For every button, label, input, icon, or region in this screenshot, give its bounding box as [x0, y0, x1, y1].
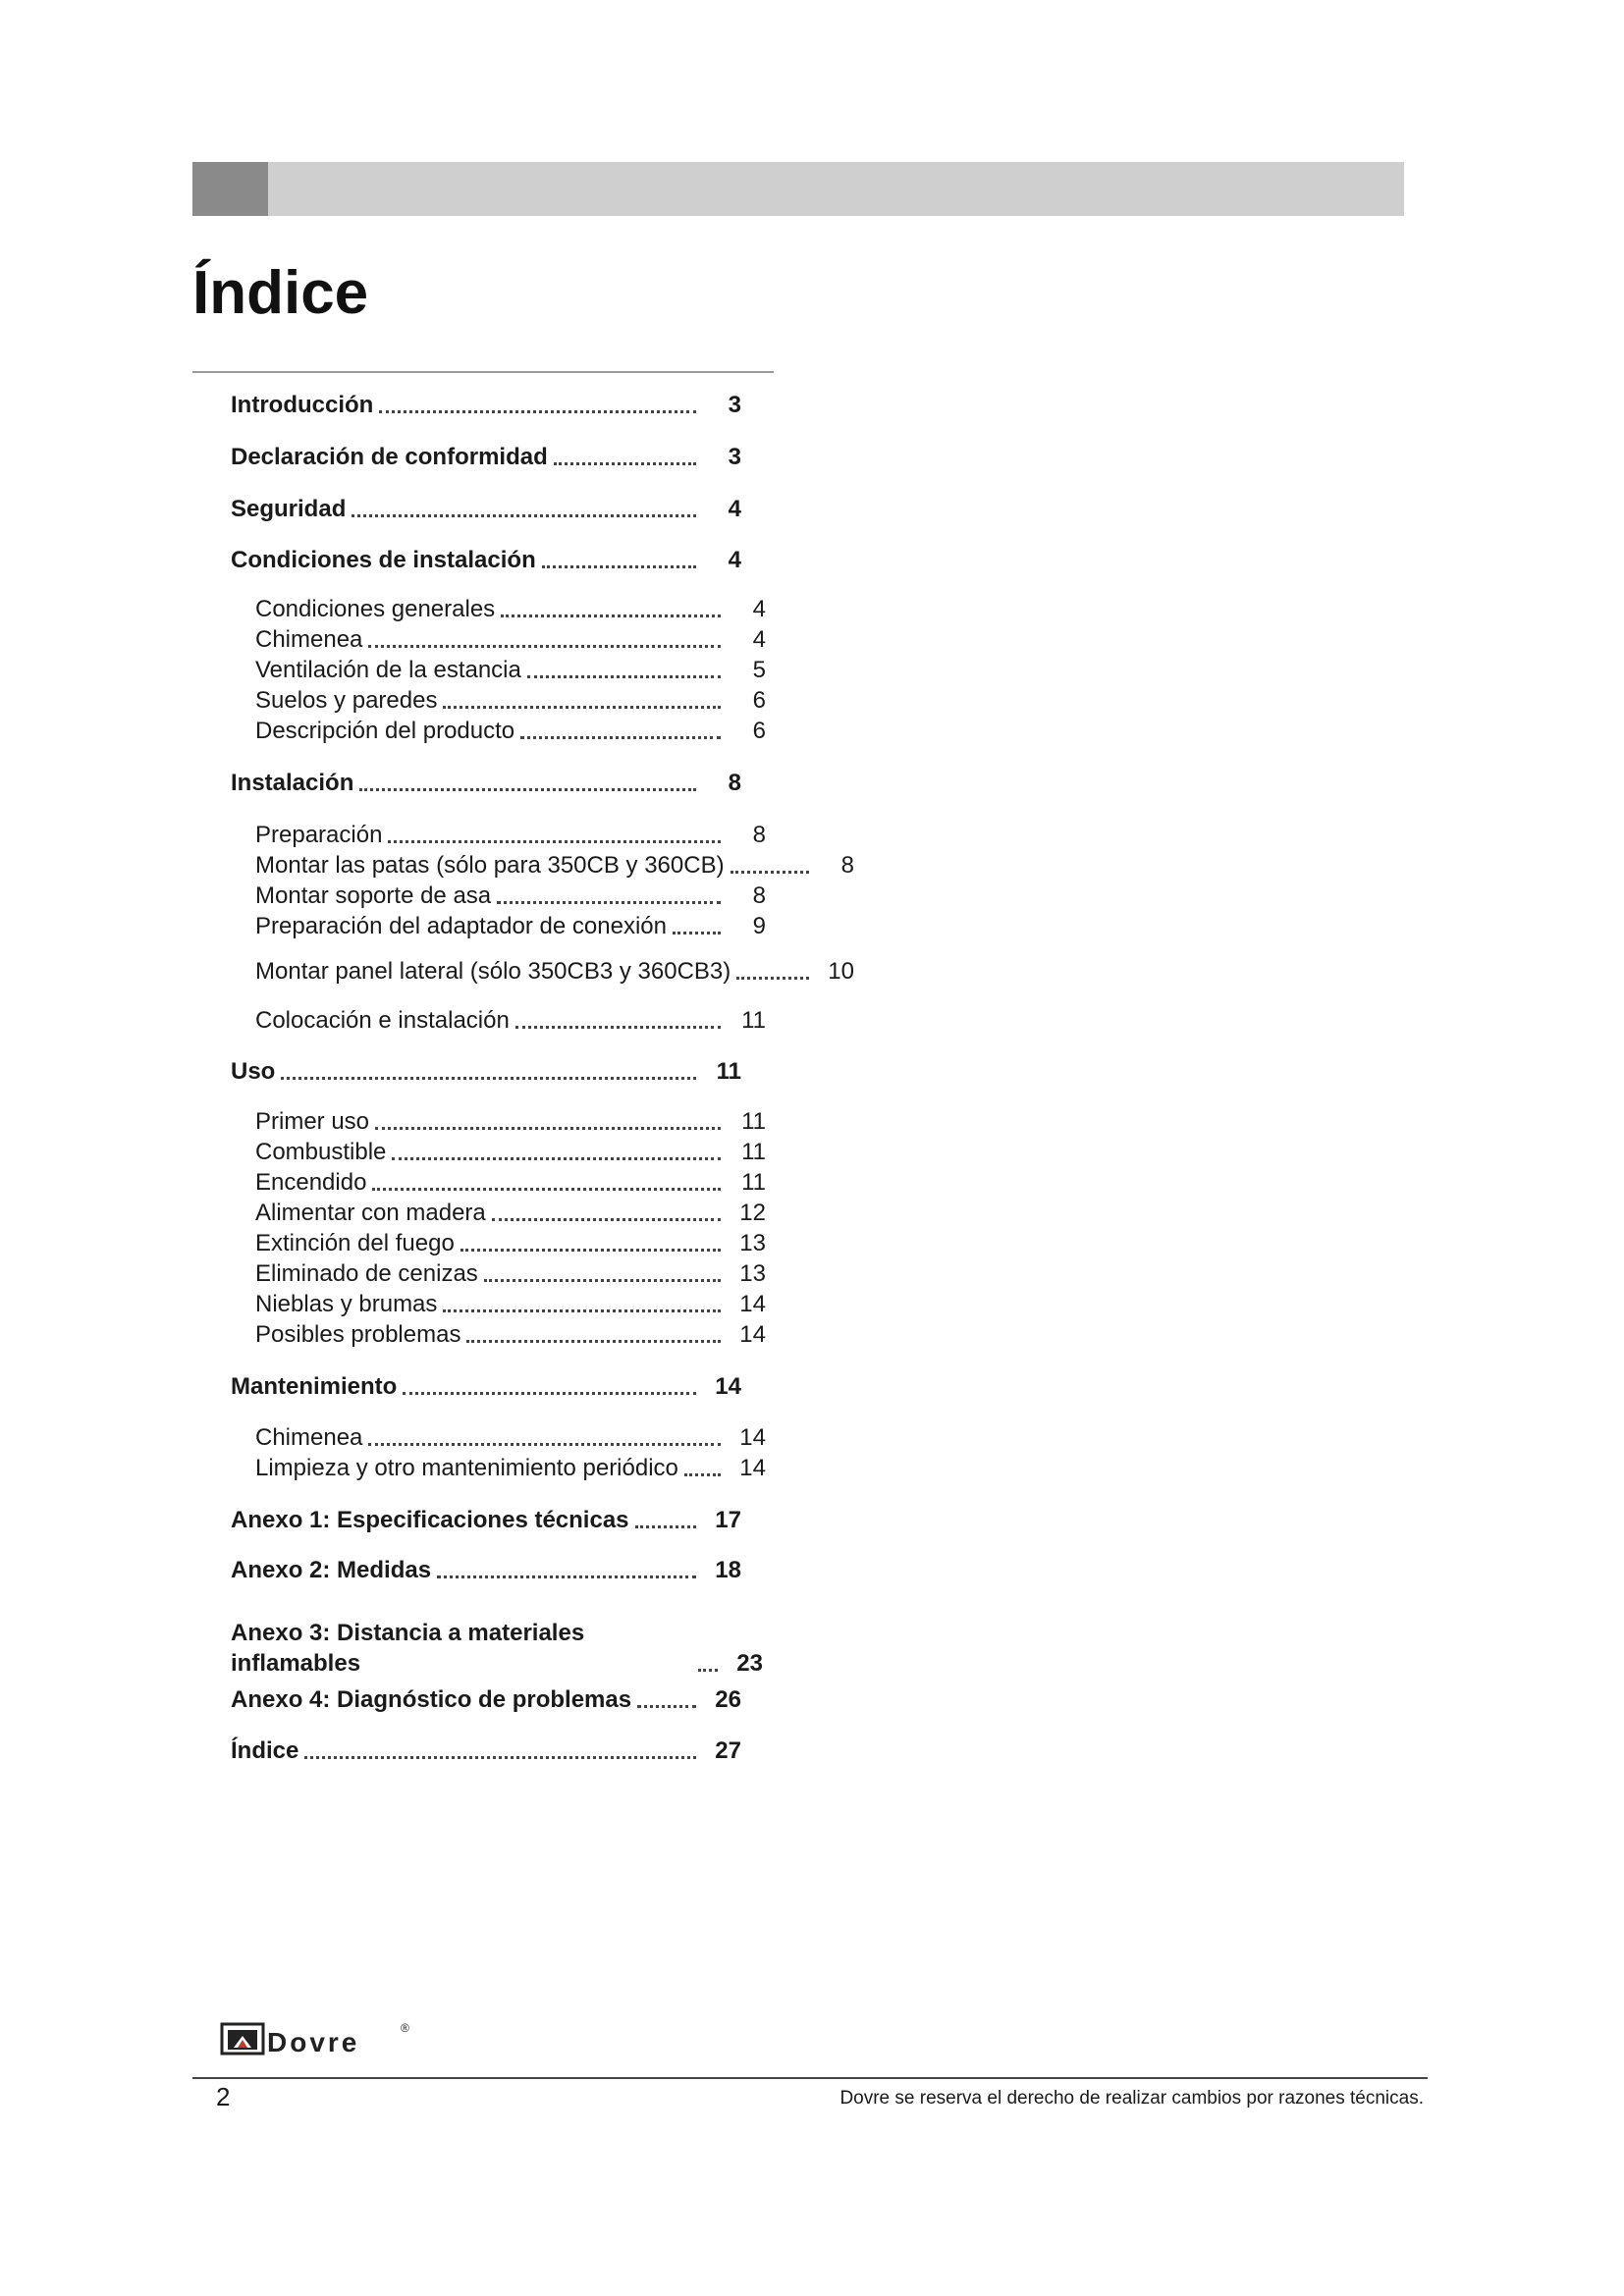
toc-leader-dots: [368, 1443, 721, 1446]
toc-entry-page: 8: [840, 852, 854, 879]
toc-entry-title: Eliminado de cenizas: [255, 1260, 478, 1287]
toc-entry: [255, 1107, 766, 1137]
toc-leader-dots: [673, 932, 721, 934]
toc-entry-page: 8: [752, 882, 766, 909]
toc-entry-title: Anexo 4: Diagnóstico de problemas: [231, 1686, 632, 1713]
dovre-logo: [220, 2018, 416, 2057]
toc-entry-page: 4: [752, 596, 766, 622]
toc-entry-title: Preparación del adaptador de conexión: [255, 913, 667, 939]
toc-entry: [255, 881, 766, 911]
toc-entry-page: 23: [736, 1650, 763, 1677]
toc-entry-title: Alimentar con madera: [255, 1200, 486, 1226]
toc-entry-page: 4: [752, 626, 766, 653]
toc-entry: [255, 625, 766, 655]
toc-leader-dots: [460, 1249, 721, 1252]
toc-entry-title: Montar las patas (sólo para 350CB y 360CB): [255, 852, 725, 879]
toc-entry-page: 11: [741, 1169, 766, 1196]
toc-entry-page: 14: [739, 1291, 766, 1317]
toc-entry-title: Anexo 1: Especificaciones técnicas: [231, 1507, 629, 1533]
toc-entry: [255, 1290, 766, 1319]
toc-entry-page: 14: [739, 1424, 766, 1451]
toc-entry: [231, 1618, 763, 1679]
toc-leader-dots: [388, 840, 721, 843]
toc-entry-title: Colocación e instalación: [255, 1007, 510, 1034]
toc-leader-dots: [635, 1525, 696, 1528]
toc-entry: [255, 1229, 766, 1258]
toc-entry: [255, 1320, 766, 1350]
toc-entry-page: 11: [741, 1139, 766, 1165]
toc-entry-title: Ventilación de la estancia: [255, 657, 521, 683]
toc-entry-title: Uso: [231, 1058, 276, 1085]
toc-entry-title: Condiciones generales: [255, 596, 496, 622]
toc-entry-title: Descripción del producto: [255, 718, 515, 744]
toc-leader-dots: [443, 706, 721, 709]
toc-leader-dots: [492, 1218, 721, 1221]
toc-leader-dots: [359, 788, 696, 791]
toc-entry-title: Posibles problemas: [255, 1321, 461, 1348]
toc-entry-title: Montar panel lateral (sólo 350CB3 y 360CB3): [255, 958, 731, 985]
toc-entry-title: Condiciones de instalación: [231, 547, 536, 573]
toc-entry: [255, 1423, 766, 1453]
toc-entry: [231, 443, 741, 472]
toc-entry-title: Montar soporte de asa: [255, 882, 492, 909]
toc-leader-dots: [484, 1279, 721, 1282]
toc-entry-page: 4: [728, 496, 741, 522]
toc-leader-dots: [372, 1188, 721, 1191]
toc-leader-dots: [520, 736, 721, 739]
toc-leader-dots: [527, 675, 721, 678]
toc-entry-title: Introducción: [231, 392, 374, 418]
toc-entry-title: Extinción del fuego: [255, 1230, 455, 1256]
toc-leader-dots: [437, 1575, 696, 1578]
toc-leader-dots: [304, 1756, 696, 1759]
toc-entry-title: Anexo 2: Medidas: [231, 1557, 432, 1583]
toc-entry-title: Declaración de conformidad: [231, 444, 548, 470]
toc-entry-page: 13: [739, 1260, 766, 1287]
toc-entry-page: 14: [715, 1373, 741, 1400]
toc-leader-dots: [368, 645, 721, 648]
toc-entry-page: 6: [752, 687, 766, 714]
toc-entry: [255, 957, 854, 987]
toc-entry: [255, 717, 766, 746]
toc-entry: [231, 391, 741, 420]
page-number: 2: [216, 2082, 231, 2111]
toc-entry-title: Seguridad: [231, 496, 347, 522]
toc-entry-title: Mantenimiento: [231, 1373, 398, 1400]
toc-entry: [231, 495, 741, 524]
toc-entry: [255, 1168, 766, 1198]
toc-entry: [255, 686, 766, 716]
toc-entry-title: Suelos y paredes: [255, 687, 438, 714]
toc-entry: [255, 851, 854, 881]
toc-leader-dots: [403, 1392, 696, 1395]
toc-entry: [231, 546, 741, 575]
toc-leader-dots: [501, 614, 721, 617]
toc-entry-page: 11: [741, 1007, 766, 1034]
toc-entry-page: 27: [715, 1737, 741, 1764]
page-title: Índice: [192, 259, 369, 327]
toc-entry-page: 26: [715, 1686, 741, 1713]
toc-entry: [231, 1057, 741, 1087]
toc-entry-page: 17: [715, 1507, 741, 1533]
toc-entry: [255, 595, 766, 624]
toc-entry-title: Anexo 3: Distancia a materiales inflamables: [231, 1620, 585, 1677]
toc-entry-page: 14: [739, 1455, 766, 1481]
toc-entry: [231, 1372, 741, 1402]
toc-entry-title: Limpieza y otro mantenimiento periódico: [255, 1455, 678, 1481]
toc-leader-dots: [684, 1473, 721, 1476]
toc-entry: [255, 821, 766, 850]
footer-note: Dovre se reserva el derecho de realizar cambios por razones técnicas.: [839, 2088, 1424, 2109]
toc-entry-page: 3: [728, 444, 741, 470]
toc-leader-dots: [698, 1669, 718, 1672]
toc-entry-page: 6: [752, 718, 766, 744]
toc-entry-page: 9: [752, 913, 766, 939]
toc-entry: [231, 1506, 741, 1535]
toc-entry: [231, 1685, 741, 1715]
logo-wordmark: Dovre: [267, 2027, 360, 2057]
toc-entry-page: 10: [828, 958, 854, 985]
toc-leader-dots: [515, 1026, 721, 1029]
toc-entry: [231, 1736, 741, 1766]
toc-entry: [231, 769, 741, 798]
toc-entry-page: 11: [741, 1108, 766, 1135]
toc-entry-title: Combustible: [255, 1139, 387, 1165]
toc-entry-page: 3: [728, 392, 741, 418]
toc-entry-page: 12: [739, 1200, 766, 1226]
toc-entry-page: 14: [739, 1321, 766, 1348]
toc-entry: [255, 1138, 766, 1167]
toc-leader-dots: [542, 565, 696, 568]
toc-entry-page: 8: [752, 822, 766, 848]
toc-entry-title: Encendido: [255, 1169, 367, 1196]
toc-entry-title: Índice: [231, 1737, 299, 1764]
toc-leader-dots: [443, 1309, 721, 1312]
toc-entry: [255, 656, 766, 685]
toc-leader-dots: [736, 977, 809, 980]
toc-entry-page: 11: [716, 1058, 741, 1085]
toc-leader-dots: [375, 1127, 721, 1130]
toc-leader-dots: [637, 1705, 696, 1708]
toc-leader-dots: [281, 1077, 696, 1080]
toc-entry-title: Preparación: [255, 822, 383, 848]
toc-entry-title: Chimenea: [255, 1424, 363, 1451]
toc-entry: [255, 1199, 766, 1228]
toc-entry-title: Chimenea: [255, 626, 363, 653]
toc-leader-dots: [392, 1157, 721, 1160]
toc-leader-dots: [352, 514, 696, 517]
toc-entry: [255, 1006, 766, 1036]
toc-leader-dots: [379, 410, 696, 413]
toc-entry: [231, 1556, 741, 1585]
toc-entry-title: Instalación: [231, 770, 354, 796]
toc-entry-page: 13: [739, 1230, 766, 1256]
toc-entry: [255, 1454, 766, 1483]
toc-entry: [255, 1259, 766, 1289]
toc-leader-dots: [554, 462, 696, 465]
toc-leader-dots: [731, 871, 809, 874]
toc-entry-title: Primer uso: [255, 1108, 370, 1135]
toc-leader-dots: [497, 901, 721, 904]
toc-entry-page: 5: [752, 657, 766, 683]
toc-leader-dots: [466, 1340, 721, 1343]
toc-entry-page: 4: [728, 547, 741, 573]
toc-entry-page: 18: [715, 1557, 741, 1583]
footer-divider: [192, 2077, 1428, 2079]
toc-entry-title: Nieblas y brumas: [255, 1291, 438, 1317]
toc-entry: [255, 912, 766, 941]
registered-mark: ®: [401, 2021, 409, 2035]
toc-entry-page: 8: [728, 770, 741, 796]
